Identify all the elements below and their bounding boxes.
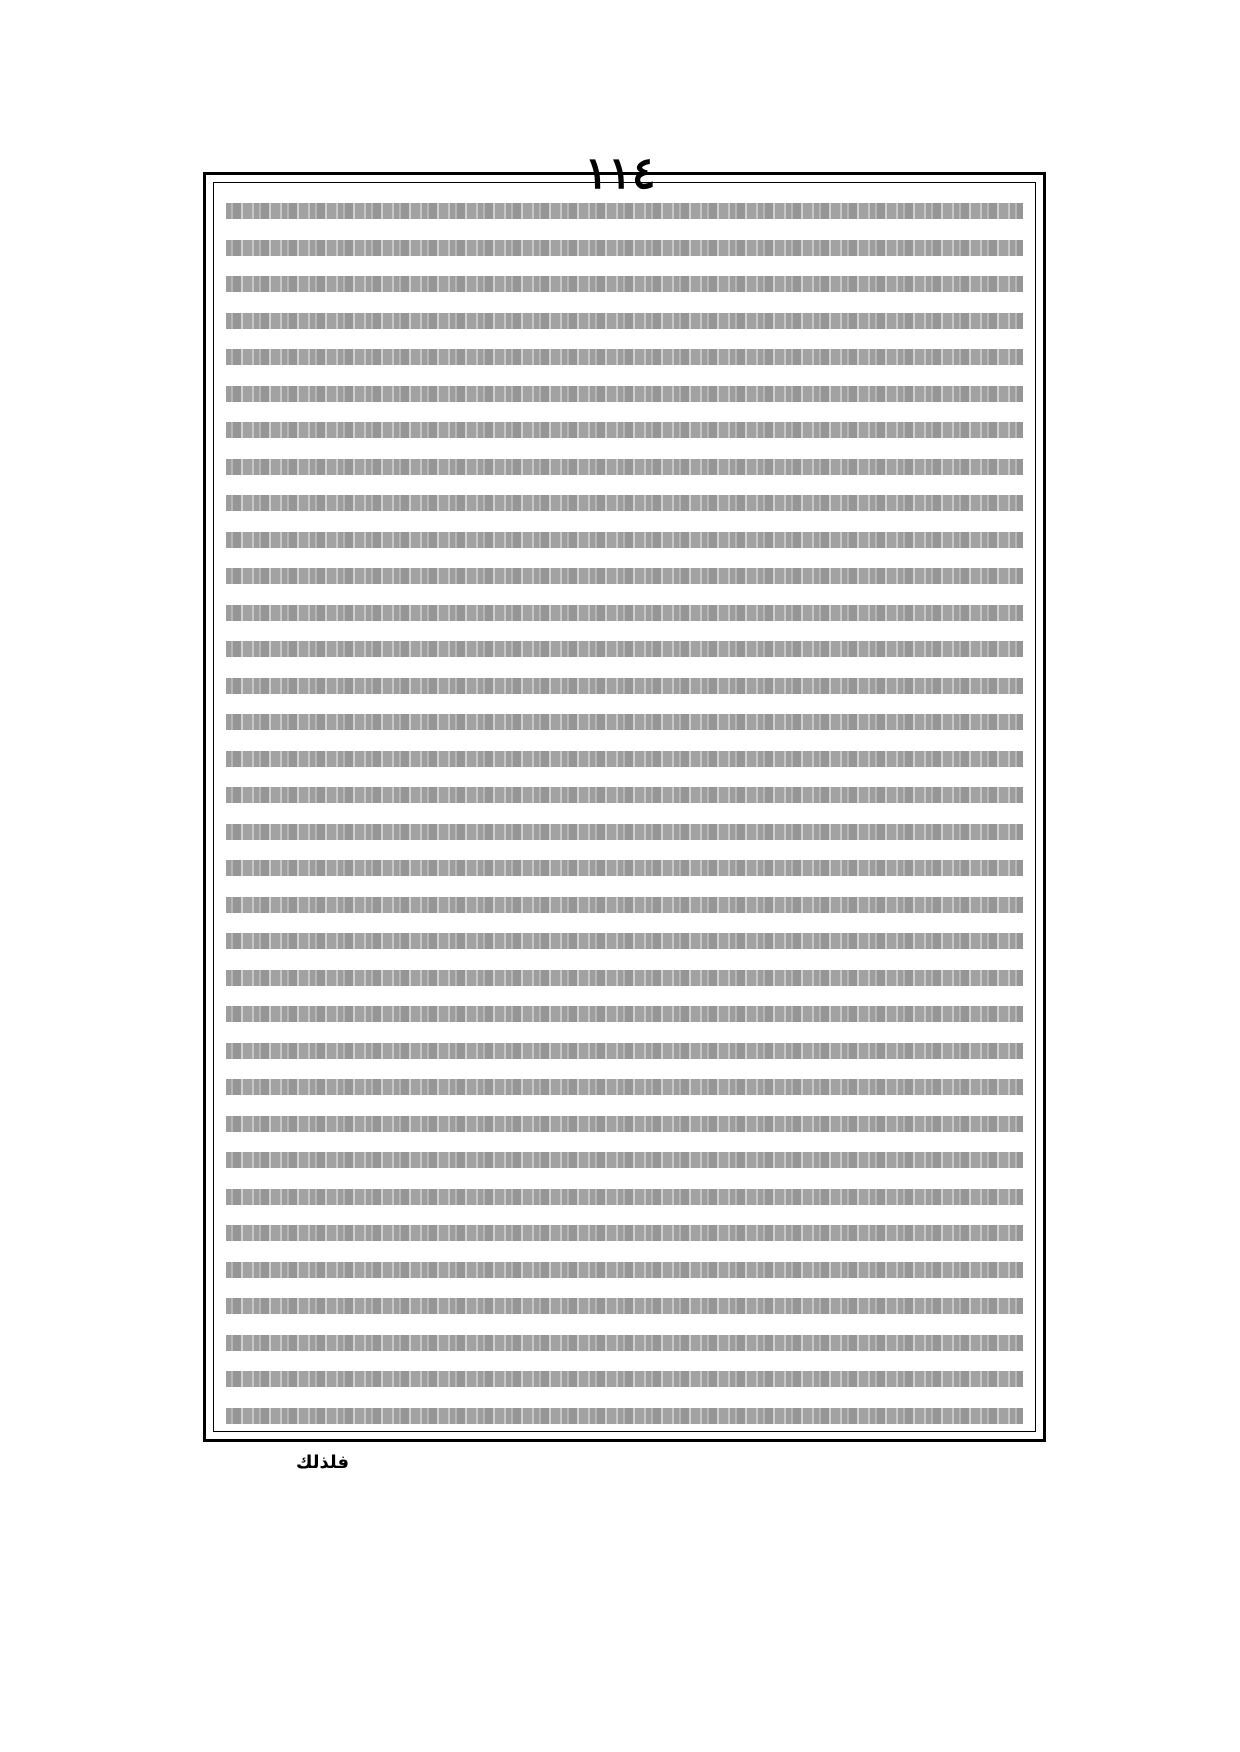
text-line — [226, 1252, 1023, 1290]
text-line-ink — [226, 787, 1023, 803]
text-line-ink — [226, 459, 1023, 475]
text-line — [226, 1033, 1023, 1071]
text-line-ink — [226, 1152, 1023, 1168]
text-line — [226, 1361, 1023, 1399]
text-line-ink — [226, 568, 1023, 584]
text-line — [226, 1398, 1023, 1436]
text-line-ink — [226, 422, 1023, 438]
page-number: ١١٤ — [584, 148, 656, 199]
text-line-ink — [226, 203, 1023, 219]
text-frame — [203, 172, 1046, 1442]
text-line-ink — [226, 1262, 1023, 1278]
text-line-ink — [226, 933, 1023, 949]
text-line — [226, 923, 1023, 961]
text-line-ink — [226, 605, 1023, 621]
text-line — [226, 449, 1023, 487]
text-line — [226, 814, 1023, 852]
text-line-ink — [226, 678, 1023, 694]
inner-rule — [213, 182, 1036, 1432]
text-line — [226, 1215, 1023, 1253]
text-line — [226, 485, 1023, 523]
text-line-ink — [226, 349, 1023, 365]
text-line-ink — [226, 897, 1023, 913]
text-line — [226, 960, 1023, 998]
text-line — [226, 850, 1023, 888]
text-line — [226, 339, 1023, 377]
text-line-ink — [226, 313, 1023, 329]
text-line-ink — [226, 386, 1023, 402]
text-line-ink — [226, 532, 1023, 548]
text-line — [226, 230, 1023, 268]
text-line — [226, 1179, 1023, 1217]
text-line — [226, 1325, 1023, 1363]
text-line-ink — [226, 1043, 1023, 1059]
text-line — [226, 1288, 1023, 1326]
text-line — [226, 996, 1023, 1034]
text-line — [226, 558, 1023, 596]
text-line — [226, 887, 1023, 925]
text-line-ink — [226, 1371, 1023, 1387]
text-line — [226, 266, 1023, 304]
text-line — [226, 595, 1023, 633]
text-line — [226, 668, 1023, 706]
text-line-ink — [226, 860, 1023, 876]
text-line — [226, 704, 1023, 742]
text-line-ink — [226, 1298, 1023, 1314]
text-line — [226, 412, 1023, 450]
text-line-ink — [226, 1408, 1023, 1424]
text-line-ink — [226, 641, 1023, 657]
text-line-ink — [226, 276, 1023, 292]
text-line-ink — [226, 1006, 1023, 1022]
text-line-ink — [226, 1335, 1023, 1351]
text-line — [226, 777, 1023, 815]
text-line — [226, 741, 1023, 779]
text-line-ink — [226, 1225, 1023, 1241]
text-line — [226, 303, 1023, 341]
text-line — [226, 1142, 1023, 1180]
catchword: فلذلك — [296, 1452, 350, 1473]
text-line-ink — [226, 970, 1023, 986]
text-line — [226, 522, 1023, 560]
text-line-ink — [226, 751, 1023, 767]
text-line-ink — [226, 714, 1023, 730]
text-line — [226, 1069, 1023, 1107]
text-line — [226, 376, 1023, 414]
text-line — [226, 631, 1023, 669]
text-line-ink — [226, 1189, 1023, 1205]
text-block — [226, 193, 1023, 1421]
text-line — [226, 193, 1023, 231]
text-line — [226, 1106, 1023, 1144]
text-line-ink — [226, 824, 1023, 840]
text-line-ink — [226, 240, 1023, 256]
text-line-ink — [226, 1079, 1023, 1095]
text-line-ink — [226, 495, 1023, 511]
text-line-ink — [226, 1116, 1023, 1132]
